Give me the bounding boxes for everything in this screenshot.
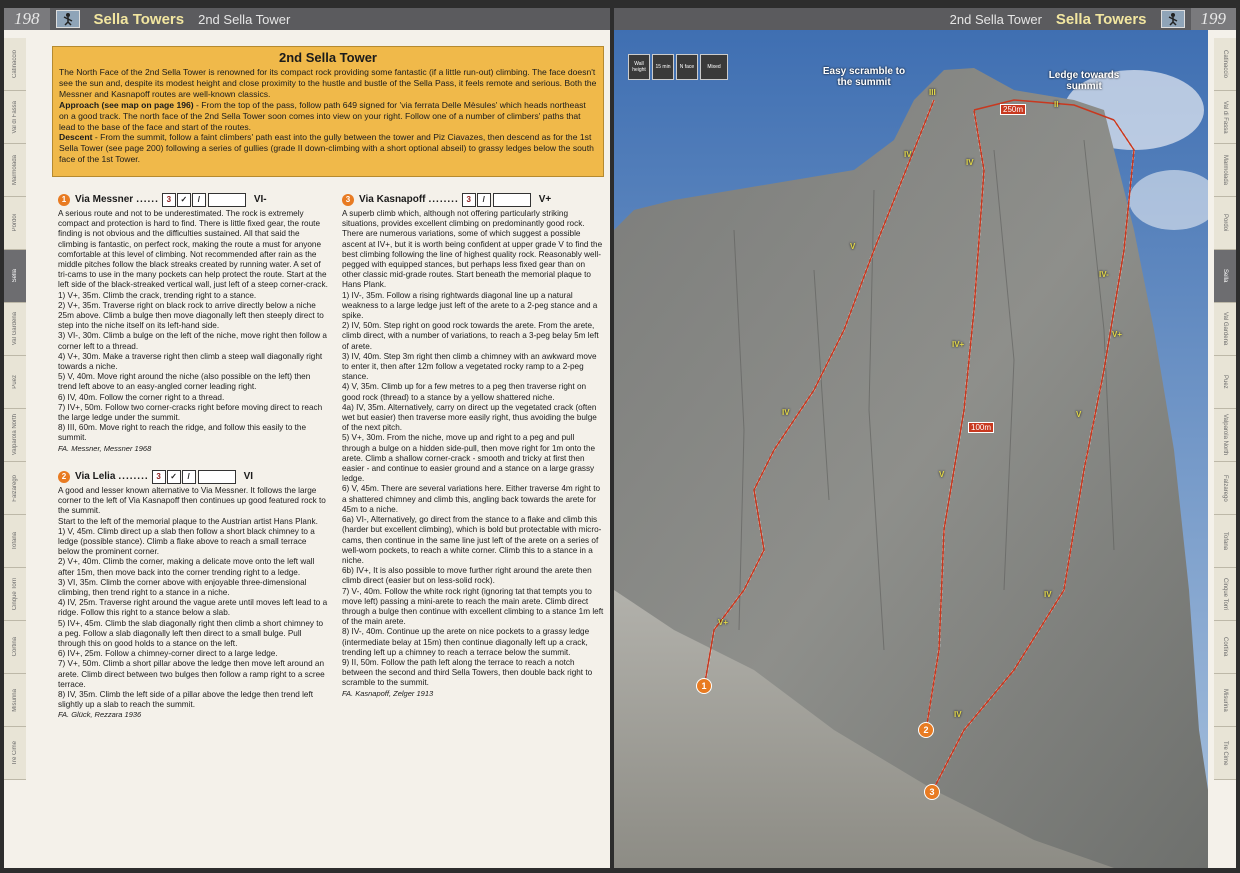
- route-column-left: [58, 192, 328, 720]
- pitch: 7) V+, 50m. Climb a short pillar above the ledge then move left around an arete. Climb direct between two bulges then follow a ramp right to a scree terrace.: [58, 659, 325, 689]
- tab-cinque-torri[interactable]: Cinque Torri: [4, 568, 26, 621]
- route-description: A serious route and not to be underestimated. The rock is extremely compact and protection is hard to find. There is little fixed gear, the route finding is not obvious and the difficulties sustained. All that said the climbing is fantastic, on perfect rock, making the route a must for anyone comfortable at this level of climbing. Not recommended after rain as the middle pitches follow the black streaks created by running water. A set of tri-cams to use in the many pockets can help protect the route. Start at the left side of the black-streaked vertical wall, just left of a steep corner-crack.: [58, 209, 328, 290]
- first-ascent: FA. Kasnapoff, Zelger 1913: [342, 688, 434, 698]
- page-header-title: Sella Towers: [1055, 10, 1147, 28]
- pitch: 6a) VI-, Alternatively, go direct from the stance to a flake and climb this (harder but excellent climbing), which is bold but protectable with micro-cams, then continue in the same line just left of the arete on a series of well-worn pockets, to reach a white corner. Climb this to a stance in a niche.: [342, 515, 602, 565]
- route-start-marker-2: 2: [918, 722, 934, 738]
- pitch: 1) IV-, 35m. Follow a rising rightwards diagonal line up a natural weakness to a large ledge just left of the arete to a 2-peg stance and a spike.: [342, 290, 598, 321]
- height-label-250: 250m: [1000, 104, 1026, 115]
- tab-catinaccio[interactable]: Catinaccio: [4, 38, 26, 91]
- pitch: 6) IV, 40m. Follow the corner right to a thread.: [58, 392, 225, 402]
- tab-val-di-fassa[interactable]: Val di Fassa: [4, 91, 26, 144]
- intro-title: 2nd Sella Tower: [278, 50, 377, 65]
- climber-icon: [1161, 10, 1185, 28]
- grade-label: IV-: [1099, 270, 1109, 279]
- checkbox-icon: ✓: [177, 193, 191, 207]
- intro-text: The North Face of the 2nd Sella Tower is renowned for its compact rock providing some fantastic (if a little run-out) climbing. The face doesn't see the sun and, despite its modest height and close proximity to the hustle and bustle of the Sella Pass, it feels remote and serious. Both the Messner and Kasnapoff routes are well-known classics.: [59, 67, 597, 100]
- aspect-icon: N face: [676, 54, 698, 80]
- route-description: Start to the left of the memorial plaque to the Austrian artist Hans Plank.: [58, 516, 318, 526]
- left-page-header: [4, 8, 610, 30]
- annotation-ledge: Ledge towards summit: [1048, 70, 1120, 92]
- tab-val-gardena[interactable]: Val Gardena: [4, 303, 26, 356]
- tab-sella[interactable]: Sella: [4, 250, 26, 303]
- pitch: 8) IV-, 40m. Continue up the arete on nice pockets to a grassy ledge (intermediate belay at 15m) then continue diagonally left up a crack, trending left up a chimney to reach a terrace below the summit.: [342, 627, 590, 657]
- region-tabs: [4, 38, 26, 868]
- grade-label: III: [929, 88, 936, 97]
- pitch: 4) V+, 30m. Make a traverse right then climb a steep wall diagonally right towards a niche.: [58, 351, 323, 372]
- route-name: Via Messner: [75, 193, 134, 205]
- tab-puez[interactable]: Puez: [1214, 356, 1236, 409]
- annotation-easy-scramble: Easy scramble to the summit: [822, 66, 906, 88]
- pitch: 5) V+, 30m. From the niche, move up and right to a peg and pull through a bulge on a hidden side-pull, then move right for 1m onto the arete. Climb a shallow corner-crack - smooth and tricky at first then easier - and continue to easier ground and a stance on a large grassy ledge.: [342, 433, 596, 484]
- pitch: 4) V, 35m. Climb up for a few metres to a peg then traverse right on good rock (thread) to a stance by a yellow shattered niche.: [342, 382, 587, 402]
- pitch: 6) V, 45m. There are several variations here. Either traverse 4m right to a shattered chimney and climb this, angling back towards the arete for 45m to a niche.: [342, 484, 601, 514]
- left-page: [4, 8, 610, 868]
- grade-label: IV: [1044, 590, 1052, 599]
- route-info-legend: [628, 54, 728, 80]
- conditions-icon: Mixed: [700, 54, 728, 80]
- route-number-badge: 1: [58, 194, 70, 206]
- grade-label: II: [1054, 100, 1059, 109]
- page-header-subtitle: 2nd Sella Tower: [949, 11, 1042, 27]
- grade-label: IV: [966, 158, 974, 167]
- pitch: 1) V, 45m. Climb direct up a slab then follow a short black chimney to a ledge (possible stance). Climb a flake above to reach a small terrace below the prominent corner.: [58, 526, 315, 557]
- page-number: 198: [14, 9, 40, 28]
- pitch: 3) VI, 35m. Climb the corner above with enjoyable three-dimensional climbing, then trend right to a stance in a niche.: [58, 577, 307, 598]
- descent-text: Descent - From the summit, follow a faint climbers' path east into the gully between the tower and Piz Ciavazes, then descend as for the 1st Sella Tower (see page 200) following a series of gullies (grade II down-climbing with a short optional abseil) to grassy ledges below the south face of the 1st Tower.: [59, 132, 594, 164]
- tab-catinaccio[interactable]: Catinaccio: [1214, 38, 1236, 91]
- tab-valparola-north[interactable]: Valparola North: [4, 409, 26, 462]
- grade-label: IV: [904, 150, 912, 159]
- pitch: 2) V+, 35m. Traverse right on black rock to arrive directly below a niche 25m above. Climb a bulge then move diagonally left then steeply direct to step into the niche itself on its left-hand side.: [58, 300, 324, 331]
- grade-label: V: [1076, 410, 1082, 419]
- pitch: 5) IV+, 45m. Climb the slab diagonally right then climb a short chimney to a peg. Follow a slab diagonally left then direct to a small bulge. Pull through this on good holds to a stance on the left.: [58, 618, 324, 649]
- tab-tre-cime[interactable]: Tre Cime: [4, 727, 26, 780]
- grade-label: V+: [718, 618, 729, 627]
- tab-valparola-north[interactable]: Valparola North: [1214, 409, 1236, 462]
- route-name: Via Lelia: [75, 470, 116, 482]
- grade-label: V: [939, 470, 945, 479]
- star-rating-icon: 3: [152, 470, 166, 484]
- route-description: A good and lesser known alternative to Via Messner. It follows the large corner to the left of Via Kasnapoff then continues up good featured rock to the summit.: [58, 486, 326, 516]
- tab-cortina[interactable]: Cortina: [4, 621, 26, 674]
- route-number-badge: 2: [58, 471, 70, 483]
- page-header-subtitle: 2nd Sella Tower: [198, 11, 291, 27]
- steepness-icon: /: [477, 193, 491, 207]
- climber-icon: [56, 10, 80, 28]
- pitch: 7) IV+, 50m. Follow two corner-cracks right before moving direct to reach the large ledge under the summit.: [58, 402, 323, 423]
- steepness-icon: /: [192, 193, 206, 207]
- pitch: 8) III, 60m. Move right to reach the ridge, and follow this easily to the summit.: [58, 423, 307, 443]
- tab-val-gardena[interactable]: Val Gardena: [1214, 303, 1236, 356]
- first-ascent: FA. Glück, Rezzara 1936: [58, 710, 142, 720]
- route-heading: 2 Via Lelia ........ 3 ✓ / VI: [58, 469, 328, 485]
- right-page-header: [614, 8, 1236, 30]
- tab-tre-cime[interactable]: Tre Cime: [1214, 727, 1236, 780]
- intro-box: [52, 46, 604, 177]
- route-column-right: [342, 192, 604, 698]
- tab-misurina[interactable]: Misurina: [4, 674, 26, 727]
- steepness-icon: /: [182, 470, 196, 484]
- grade-label: V+: [1112, 330, 1123, 339]
- star-rating-icon: 3: [462, 193, 476, 207]
- pitch: 9) II, 50m. Follow the path left along the terrace to reach a notch between the second and third Sella Towers, then double back right to scramble to the summit.: [342, 657, 593, 688]
- pitch: 7) V-, 40m. Follow the white rock right (ignoring tat that tempts you to move left) passing a mini-arete to reach the main arete. Climb direct through a bulge then continue with excellent climbing to a stance 1m left of the main arete.: [342, 586, 604, 627]
- region-tabs: [1214, 38, 1236, 868]
- route-number-badge: 3: [342, 194, 354, 206]
- pitch: 6b) IV+, It is also possible to move further right around the arete then climb direct (easier but on less-solid rock).: [342, 566, 592, 586]
- tab-cinque-torri[interactable]: Cinque Torri: [1214, 568, 1236, 621]
- tab-marmolada[interactable]: Marmolada: [1214, 144, 1236, 197]
- grade-label: V: [850, 242, 856, 251]
- route-grade: V+: [538, 193, 552, 205]
- tab-val-di-fassa[interactable]: Val di Fassa: [1214, 91, 1236, 144]
- tab-marmolada[interactable]: Marmolada: [4, 144, 26, 197]
- pitch: 2) IV, 50m. Step right on good rock towards the arete. From the arete, climb direct, with a number of variations, to reach a 3-peg belay 5m left of arete.: [342, 321, 599, 351]
- topo-photo: [614, 30, 1208, 868]
- tab-tofana[interactable]: Tofana: [1214, 515, 1236, 568]
- grade-label: IV: [954, 710, 962, 719]
- approach-time-icon: 15 min: [652, 54, 674, 80]
- pitch: 5) V, 40m. Move right around the niche (also possible on the left) then trend left above to an easy-angled corner leading right.: [58, 372, 311, 392]
- pitch: 2) V+, 40m. Climb the corner, making a delicate move onto the left wall after 15m, then move back into the corner trending right to a ledge.: [58, 557, 315, 577]
- tab-falzarego[interactable]: Falzarego: [1214, 462, 1236, 515]
- route-heading: 1 Via Messner ...... 3 ✓ / VI-: [58, 192, 328, 208]
- wall-height-icon: Wall height: [628, 54, 650, 80]
- route-name: Via Kasnapoff: [359, 193, 426, 205]
- checkbox-icon: ✓: [167, 470, 181, 484]
- height-label-100: 100m: [968, 422, 994, 433]
- pitch: 3) VI-, 30m. Climb a bulge on the left of the niche, move right then follow a corner left to a thread.: [58, 331, 327, 351]
- grade-label: IV+: [952, 340, 965, 349]
- tab-pordoi[interactable]: Pordoi: [1214, 197, 1236, 250]
- route-description: A superb climb which, although not offering particularly striking situations, provides excellent climbing on predominantly good rock. There are numerous variations, some of which suggest a possible ascent at IV+, but it is worth being confident at upper grade V to find the best climbing following the line of highest quality rock. Reasonably well-pegged with equipped stances, but perhaps less fixed gear than on other classic mid-grade routes. Start beneath the memorial plaque to Hans Plank.: [342, 209, 603, 290]
- pitch: 1) V+, 35m. Climb the crack, trending right to a stance.: [58, 290, 257, 300]
- approach-text: Approach (see map on page 196) - From the top of the pass, follow path 649 signed for 'via ferrata Delle Mèsules' which heads northeast on a good track. The north face of the 2nd Sella Tower soon comes into view on your right. Follow one of a number of climbers' paths that lead to the base of the face and start of the routes.: [59, 99, 586, 132]
- page-header-title: Sella Towers: [93, 10, 185, 28]
- tab-falzarego[interactable]: Falzarego: [4, 462, 26, 515]
- tab-tofana[interactable]: Tofana: [4, 515, 26, 568]
- tick-box: [493, 193, 531, 207]
- route-grade: VI-: [253, 193, 267, 205]
- tab-pordoi[interactable]: Pordoi: [4, 197, 26, 250]
- tick-box: [198, 470, 236, 484]
- tab-sella[interactable]: Sella: [1214, 250, 1236, 303]
- pitch: 4) IV, 25m. Traverse right around the vague arete until moves left lead to a ridge. Follow this right to a stance below a slab.: [58, 598, 328, 618]
- pitch: 6) IV+, 25m. Follow a chimney-corner direct to a large ledge.: [58, 649, 278, 659]
- pitch: 4a) IV, 35m. Alternatively, carry on direct up the vegetated crack (often wet but easier) then traverse more easily right, thus avoiding the bulge of the next pitch.: [342, 402, 597, 433]
- route-start-marker-3: 3: [924, 784, 940, 800]
- route-heading: 3 Via Kasnapoff ........ 3 / V+: [342, 192, 604, 208]
- pitch: 8) IV, 35m. Climb the left side of a pillar above the ledge then trend left slightly up a slab to reach the summit.: [58, 690, 314, 710]
- route-grade: VI: [243, 470, 254, 482]
- tab-cortina[interactable]: Cortina: [1214, 621, 1236, 674]
- page-number: 199: [1200, 9, 1226, 28]
- route-start-marker-1: 1: [696, 678, 712, 694]
- pitch: 3) IV, 40m. Step 3m right then climb a chimney with an awkward move to enter it, then after 12m follow a vegetated rocky ramp to a 2-peg stance.: [342, 351, 597, 382]
- tick-box: [208, 193, 246, 207]
- star-rating-icon: 3: [162, 193, 176, 207]
- grade-label: IV: [782, 408, 790, 417]
- first-ascent: FA. Messner, Messner 1968: [58, 443, 152, 453]
- tab-misurina[interactable]: Misurina: [1214, 674, 1236, 727]
- right-page: [614, 8, 1236, 868]
- tab-puez[interactable]: Puez: [4, 356, 26, 409]
